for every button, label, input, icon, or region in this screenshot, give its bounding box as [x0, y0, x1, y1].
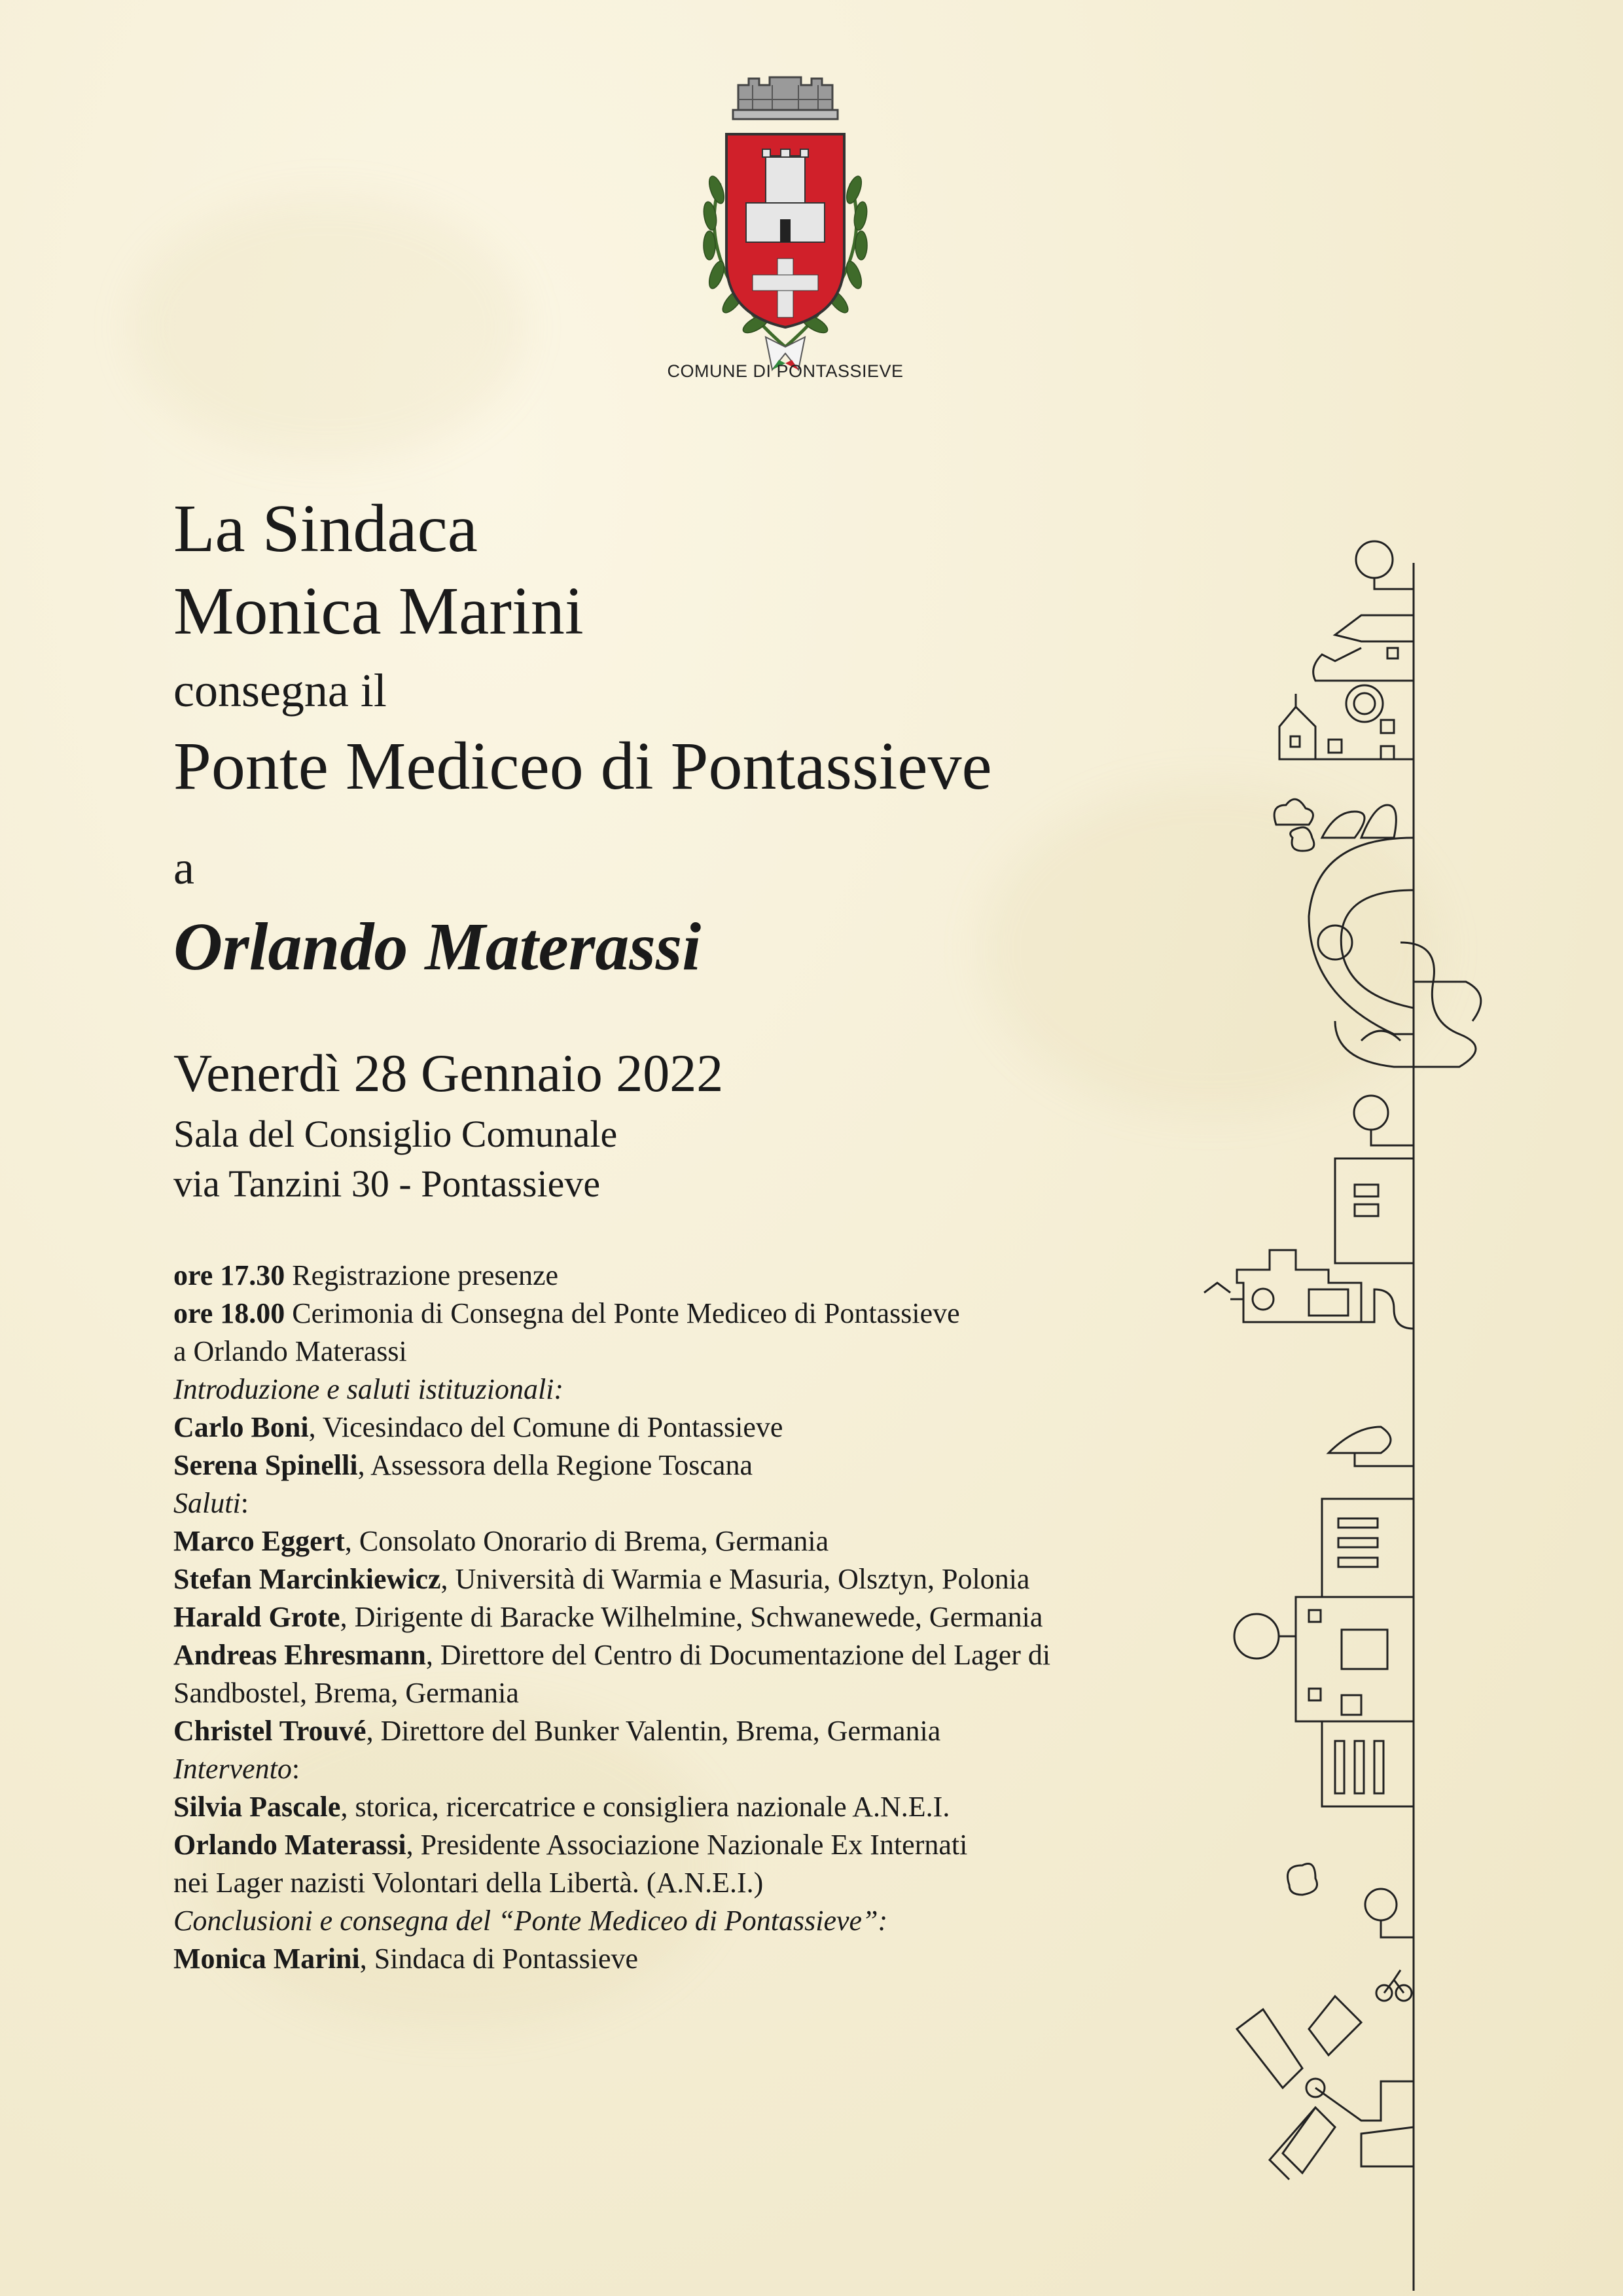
clock-tower-icon	[1204, 1250, 1414, 1329]
speaker-role: , Presidente Associazione Nazionale Ex Internati	[406, 1829, 968, 1861]
house-icon	[1335, 1158, 1414, 1263]
speaker-name: Silvia Pascale	[173, 1791, 341, 1823]
bush-icon	[1274, 799, 1396, 851]
speaker-role: , Sindaca di Pontassieve	[359, 1943, 638, 1975]
speaker-role: , Vicesindaco del Comune di Pontassieve	[308, 1411, 783, 1443]
skyline-drawing	[1165, 524, 1505, 2291]
speaker-row	[173, 1940, 1194, 1978]
schedule-time: ore 17.30	[173, 1259, 285, 1291]
speaker-name: Andreas Ehresmann	[173, 1639, 426, 1671]
intervento-heading: Intervento	[173, 1753, 292, 1785]
saluti-heading-row: Saluti:	[173, 1487, 249, 1519]
coat-of-arms	[654, 72, 916, 412]
speaker-name: Orlando Materassi	[173, 1829, 406, 1861]
schedule-time: ore 18.00	[173, 1297, 285, 1329]
speaker-role: , Consolato Onorario di Brema, Germania	[344, 1525, 829, 1557]
speaker-name: Harald Grote	[173, 1601, 340, 1633]
house-icon	[1234, 1499, 1414, 1806]
speaker-name: Stefan Marcinkiewicz	[173, 1563, 441, 1595]
honoree-name: Orlando Materassi	[173, 909, 702, 984]
speaker-role: , Direttore del Bunker Valentin, Brema, Germania	[366, 1715, 941, 1747]
speaker-row	[173, 1826, 1194, 1864]
bridge-icon	[1309, 838, 1481, 1067]
heading-line5: a	[173, 842, 194, 894]
speaker-row	[173, 1712, 1194, 1750]
speaker-row	[173, 1560, 1194, 1598]
coat-of-arms-emblem	[654, 72, 916, 380]
shield-icon	[726, 134, 844, 327]
speaker-role: , Università di Warmia e Masuria, Olsztyn, Polonia	[440, 1563, 1030, 1595]
town-skyline-illustration	[1165, 524, 1505, 2291]
schedule-continuation: a Orlando Materassi	[173, 1335, 407, 1367]
speaker-name: Christel Trouvé	[173, 1715, 366, 1747]
speaker-role: , Dirigente di Baracke Wilhelmine, Schwanewede, Germania	[340, 1601, 1043, 1633]
event-address: via Tanzini 30 - Pontassieve	[173, 1162, 601, 1205]
speaker-role: , Assessora della Regione Toscana	[357, 1449, 753, 1481]
conclusioni-heading: Conclusioni e consegna del “Ponte Mediceo di Pontassieve”:	[173, 1905, 888, 1937]
intervento-heading-row: Intervento:	[173, 1753, 300, 1785]
speaker-row	[173, 1598, 1194, 1636]
schedule-text: Cerimonia di Consegna del Ponte Mediceo di Pontassieve	[285, 1297, 960, 1329]
speaker-role: , Direttore del Centro di Documentazione del Lager di	[425, 1639, 1051, 1671]
bicycle-icon	[1376, 1970, 1412, 2001]
speaker-row	[173, 1522, 1194, 1560]
saluti-heading: Saluti	[173, 1487, 241, 1519]
program	[173, 1257, 1194, 1978]
speaker-row	[173, 1446, 1194, 1484]
speaker-row	[173, 1408, 1194, 1446]
tree-icon	[1356, 541, 1414, 589]
heading-mayor-name: Monica Marini	[173, 573, 584, 649]
speaker-row	[173, 1788, 1194, 1826]
speaker-name: Monica Marini	[173, 1943, 360, 1975]
schedule-item	[173, 1295, 1194, 1333]
event-details	[173, 1037, 1155, 1209]
heading-line1: La Sindaca	[173, 491, 478, 566]
tree-icon	[1354, 1096, 1414, 1145]
schedule-text: Registrazione presenze	[285, 1259, 559, 1291]
intro-heading: Introduzione e saluti istituzionali:	[173, 1373, 564, 1405]
speaker-role-continuation: nei Lager nazisti Volontari della Libertà. (A.N.E.I.)	[173, 1867, 764, 1899]
event-date: Venerdì 28 Gennaio 2022	[173, 1043, 724, 1103]
heading-award-name: Ponte Mediceo di Pontassieve	[173, 728, 992, 804]
house-icon	[1279, 615, 1414, 759]
speaker-name: Serena Spinelli	[173, 1449, 358, 1481]
tree-icon	[1329, 1427, 1414, 1466]
event-venue: Sala del Consiglio Comunale	[173, 1113, 618, 1155]
speaker-role: , storica, ricercatrice e consigliera nazionale A.N.E.I.	[340, 1791, 950, 1823]
schedule-item	[173, 1257, 1194, 1295]
invitation-heading	[173, 488, 1221, 993]
speaker-role-continuation: Sandbostel, Brema, Germania	[173, 1677, 519, 1709]
mural-crown-icon	[733, 77, 838, 119]
logo-caption: COMUNE DI PONTASSIEVE	[667, 361, 904, 381]
speaker-row	[173, 1636, 1194, 1674]
heading-line3: consegna il	[173, 664, 387, 717]
windmill-icon	[1237, 1996, 1414, 2179]
speaker-name: Marco Eggert	[173, 1525, 345, 1557]
speaker-name: Carlo Boni	[173, 1411, 309, 1443]
bush-icon	[1288, 1864, 1414, 1938]
